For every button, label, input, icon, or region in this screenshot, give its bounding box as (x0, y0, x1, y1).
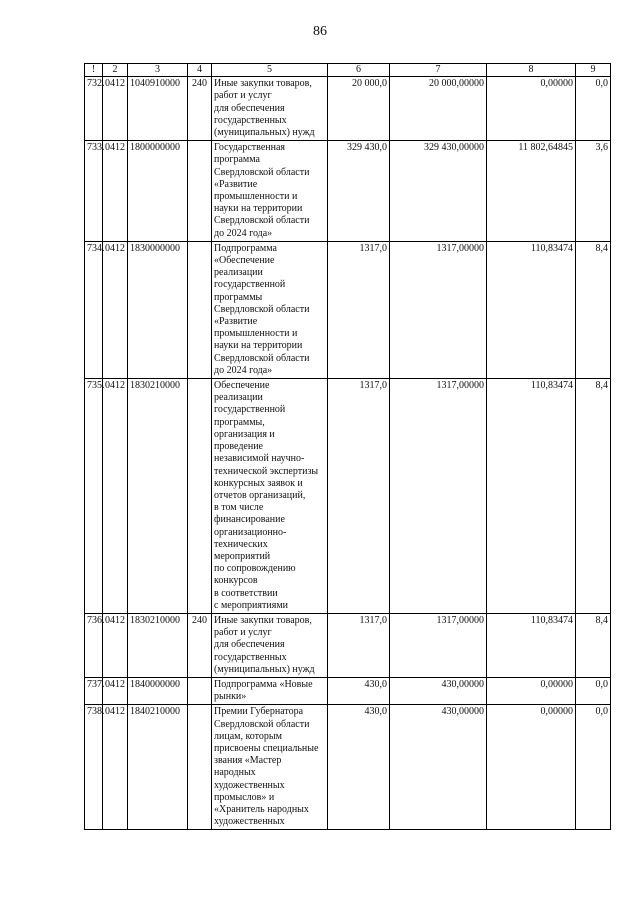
planned-amount: 430,0 (328, 677, 390, 704)
approved-amount: 1317,00000 (390, 613, 487, 677)
execution-percent: 8,4 (576, 613, 611, 677)
execution-percent: 0,0 (576, 77, 611, 141)
expense-type: 240 (188, 613, 212, 677)
table-row (85, 705, 611, 830)
target-code: 1830210000 (128, 379, 188, 614)
expense-type (188, 379, 212, 614)
execution-percent: 3,6 (576, 141, 611, 242)
row-number: 738. (85, 705, 103, 830)
target-code: 1840000000 (128, 677, 188, 704)
page-number: 86 (313, 24, 327, 39)
planned-amount: 329 430,0 (328, 141, 390, 242)
planned-amount: 1317,0 (328, 241, 390, 378)
execution-percent: 0,0 (576, 705, 611, 830)
executed-amount: 0,00000 (487, 77, 576, 141)
header-cell: 7 (390, 64, 487, 77)
expense-type: 240 (188, 77, 212, 141)
planned-amount: 1317,0 (328, 613, 390, 677)
item-name: Премии Губернатора Свердловской области лицам, которым присвоены специальные звания «Мастер народных художественных промыслов» и «Хранитель народных художественных (212, 705, 328, 830)
row-number: 732. (85, 77, 103, 141)
header-cell: 6 (328, 64, 390, 77)
executed-amount: 0,00000 (487, 677, 576, 704)
row-number: 736. (85, 613, 103, 677)
row-number: 734. (85, 241, 103, 378)
planned-amount: 1317,0 (328, 379, 390, 614)
approved-amount: 1317,00000 (390, 379, 487, 614)
header-cell: 2 (103, 64, 128, 77)
item-name: Государственная программа Свердловской области «Развитие промышленности и науки на территории Свердловской области до 2024 года» (212, 141, 328, 242)
row-number: 737. (85, 677, 103, 704)
target-code: 1840210000 (128, 705, 188, 830)
section-code: 0412 (103, 77, 128, 141)
execution-percent: 8,4 (576, 241, 611, 378)
expense-type (188, 705, 212, 830)
target-code: 1830000000 (128, 241, 188, 378)
table-header-row (85, 64, 611, 77)
table-row (85, 677, 611, 704)
budget-table (84, 63, 611, 830)
approved-amount: 20 000,00000 (390, 77, 487, 141)
header-cell: 9 (576, 64, 611, 77)
expense-type (188, 677, 212, 704)
item-name: Обеспечение реализации государственной программы, организация и проведение независимой научно- технической экспертизы конкурсных заявок и отчетов организаций, в том числе финансирование организационно- технических мероприятий по сопровождению конкурсов в соответствии с мероприятиями (212, 379, 328, 614)
approved-amount: 430,00000 (390, 677, 487, 704)
target-code: 1040910000 (128, 77, 188, 141)
expense-type (188, 141, 212, 242)
target-code: 1800000000 (128, 141, 188, 242)
header-cell: 8 (487, 64, 576, 77)
header-cell: 3 (128, 64, 188, 77)
executed-amount: 110,83474 (487, 379, 576, 614)
approved-amount: 329 430,00000 (390, 141, 487, 242)
planned-amount: 430,0 (328, 705, 390, 830)
section-code: 0412 (103, 141, 128, 242)
table-row (85, 379, 611, 614)
item-name: Подпрограмма «Новые рынки» (212, 677, 328, 704)
table-row (85, 141, 611, 242)
table-row (85, 77, 611, 141)
execution-percent: 0,0 (576, 677, 611, 704)
execution-percent: 8,4 (576, 379, 611, 614)
header-cell: ! (85, 64, 103, 77)
expense-type (188, 241, 212, 378)
table-row (85, 613, 611, 677)
row-number: 733. (85, 141, 103, 242)
section-code: 0412 (103, 379, 128, 614)
item-name: Иные закупки товаров, работ и услуг для обеспечения государственных (муниципальных) нужд (212, 77, 328, 141)
target-code: 1830210000 (128, 613, 188, 677)
item-name: Иные закупки товаров, работ и услуг для обеспечения государственных (муниципальных) нужд (212, 613, 328, 677)
executed-amount: 110,83474 (487, 241, 576, 378)
item-name: Подпрограмма «Обеспечение реализации государственной программы Свердловской области «Развитие промышленности и науки на территории Свердловской области до 2024 года» (212, 241, 328, 378)
section-code: 0412 (103, 613, 128, 677)
section-code: 0412 (103, 241, 128, 378)
approved-amount: 1317,00000 (390, 241, 487, 378)
section-code: 0412 (103, 677, 128, 704)
executed-amount: 110,83474 (487, 613, 576, 677)
header-cell: 4 (188, 64, 212, 77)
table-row (85, 241, 611, 378)
section-code: 0412 (103, 705, 128, 830)
executed-amount: 11 802,64845 (487, 141, 576, 242)
approved-amount: 430,00000 (390, 705, 487, 830)
executed-amount: 0,00000 (487, 705, 576, 830)
header-cell: 5 (212, 64, 328, 77)
row-number: 735. (85, 379, 103, 614)
planned-amount: 20 000,0 (328, 77, 390, 141)
